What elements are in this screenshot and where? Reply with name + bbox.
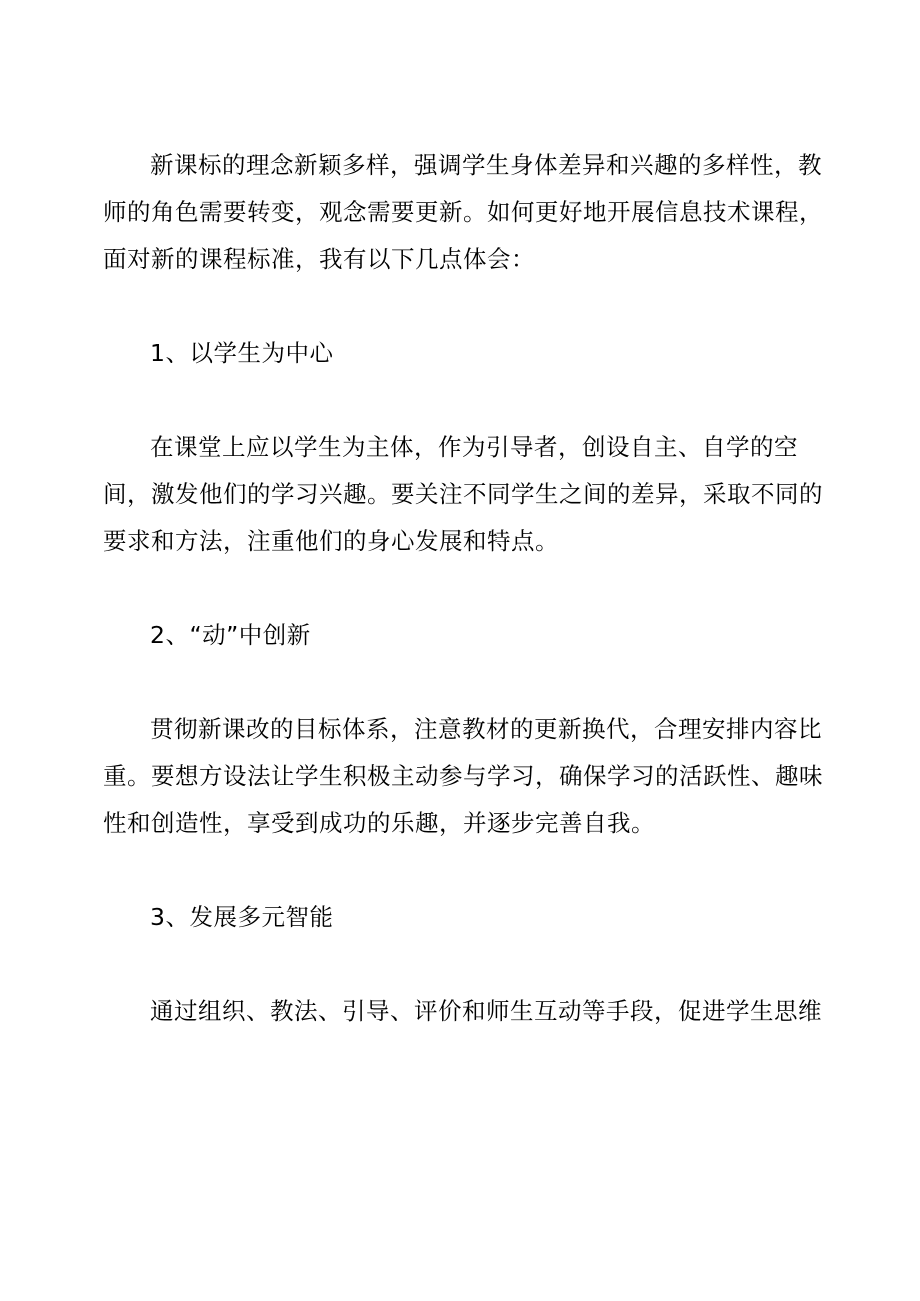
paragraph-intro [103, 142, 823, 283]
paragraph-line: 面对新的课程标准，我有以下几点体会： [103, 245, 535, 273]
paragraph-line: 要求和方法，注重他们的身心发展和特点。 [103, 527, 559, 555]
paragraph-section-2 [103, 706, 823, 847]
paragraph-line: 师的角色需要转变，观念需要更新。如何更好地开展信息技术课程， [103, 198, 823, 226]
section-heading-1: 1、以学生为中心 [150, 339, 334, 367]
paragraph-section-1 [103, 424, 823, 565]
paragraph-line: 贯彻新课改的目标体系，注意教材的更新换代，合理安排内容比 [150, 715, 822, 743]
paragraph-line: 通过组织、教法、引导、评价和师生互动等手段，促进学生思维 [150, 997, 822, 1025]
section-heading-3: 3、发展多元智能 [150, 903, 334, 931]
paragraph-line: 间，激发他们的学习兴趣。要关注不同学生之间的差异，采取不同的 [103, 480, 823, 508]
paragraph-line: 重。要想方设法让学生积极主动参与学习，确保学习的活跃性、趣味 [103, 762, 823, 790]
paragraph-line: 新课标的理念新颖多样，强调学生身体差异和兴趣的多样性，教 [150, 151, 822, 179]
document-body [103, 142, 823, 1035]
paragraph-line: 性和创造性，享受到成功的乐趣，并逐步完善自我。 [103, 809, 655, 837]
paragraph-section-3 [103, 988, 822, 1035]
paragraph-line: 在课堂上应以学生为主体，作为引导者，创设自主、自学的空 [150, 433, 798, 461]
section-heading-2: 2、“动”中创新 [150, 621, 311, 649]
